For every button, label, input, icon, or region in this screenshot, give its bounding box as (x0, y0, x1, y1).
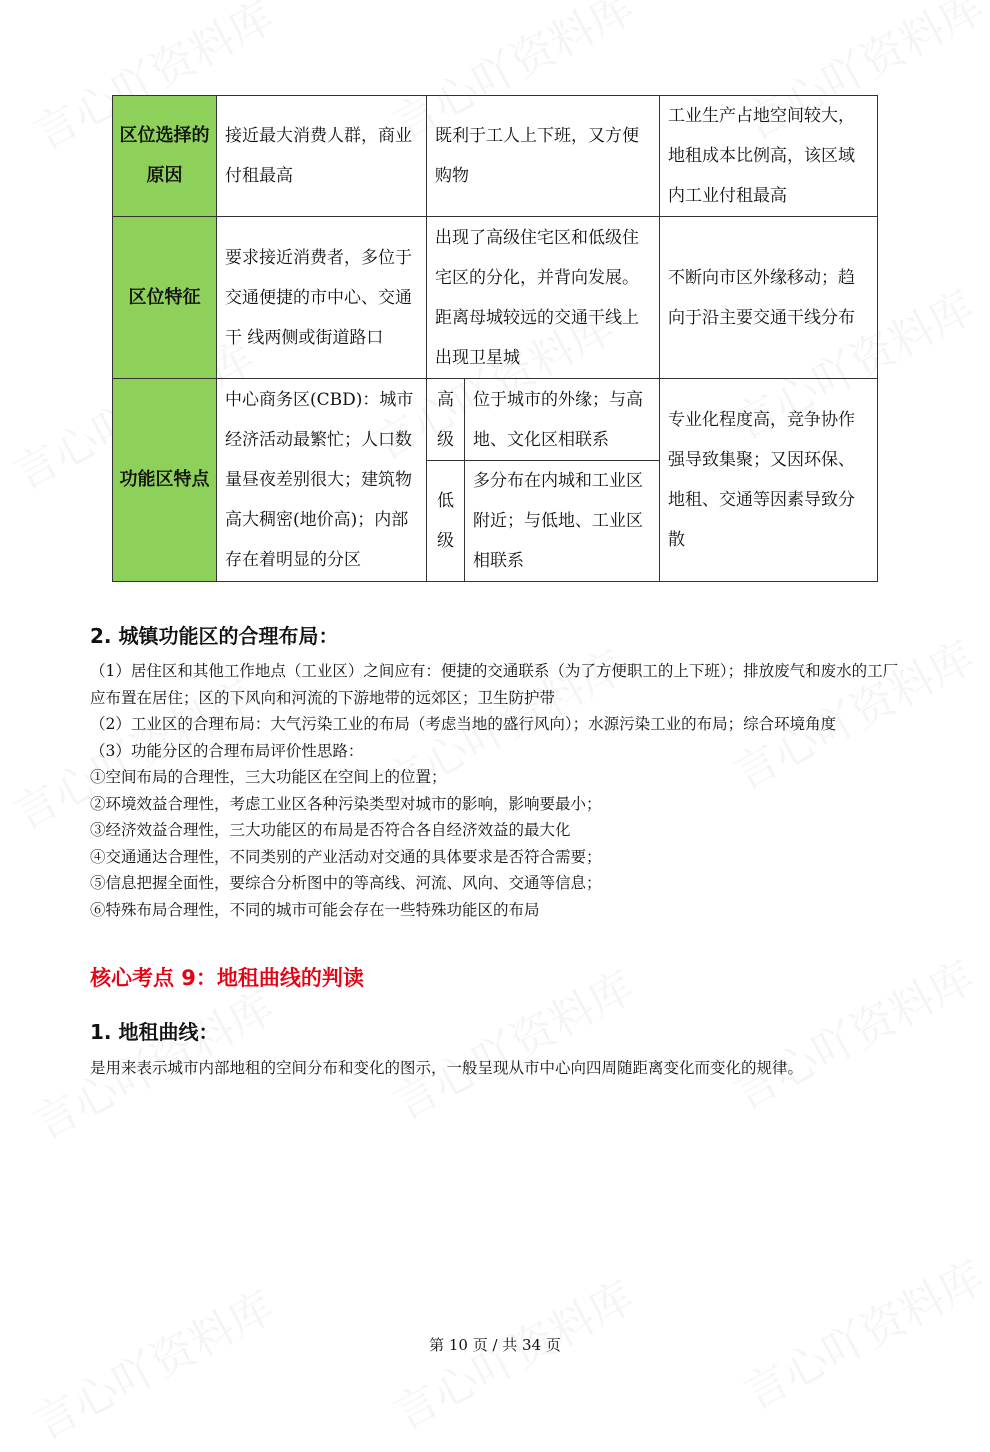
cell-text: 多分布在内城和工业区附近；与低地、工业区相联系 (473, 471, 643, 571)
commercial-cell (217, 379, 427, 582)
cell-text: 出现了高级住宅区和低级住宅区的分化，并背向发展。距离母城较远的交通干线上出现卫星城 (435, 227, 639, 368)
row-header-text: 区位特征 (128, 286, 201, 308)
cell-text: 工业生产占地空间较大，地租成本比例高，该区域内工业付租最高 (668, 106, 855, 206)
residential-high-label (427, 379, 465, 461)
list-item: ②环境效益合理性，考虑工业区各种污染类型对城市的影响，影响要最小； (90, 794, 602, 813)
commercial-cell (217, 96, 427, 217)
functional-zone-table (112, 95, 878, 582)
residential-low-label (427, 461, 465, 582)
page-number: 第 10 页 / 共 34 页 (429, 1336, 561, 1354)
cell-text: 接近最大消费人群，商业付租最高 (225, 126, 412, 186)
row-header-text: 区位选择的原因 (119, 125, 210, 186)
table-row (113, 96, 878, 217)
row-header (113, 379, 217, 582)
residential-low-cell (465, 461, 660, 582)
residential-cell (427, 96, 660, 217)
table-row (113, 217, 878, 379)
paragraph: （3）功能分区的合理布局评价性思路： (90, 741, 364, 760)
row-header-text: 功能区特点 (119, 469, 210, 490)
list-item: ⑤信息把握全面性，要综合分析图中的等高线、河流、风向、交通等信息； (90, 874, 602, 892)
residential-cell (427, 217, 660, 379)
cell-text: 中心商务区(CBD)：城市经济活动最繁忙；人口数量昼夜差别很大；建筑物高大稠密(地价高)；内部存在着明显的分区 (225, 390, 414, 570)
paragraph: （2）工业区的合理布局：大气污染工业的布局（考虑当地的盛行风向）；水源污染工业的布局；综合环境角度 (90, 715, 837, 733)
industrial-cell (660, 379, 878, 582)
residential-high-cell (465, 379, 660, 461)
paragraph: 是用来表示城市内部地租的空间分布和变化的图示，一般呈现从市中心向四周随距离变化而变化的规律。 (90, 1059, 804, 1077)
section-body (90, 658, 910, 923)
watermark (20, 1272, 283, 1452)
paragraph: （1）居住区和其他工作地点（工业区）之间应有：便捷的交通联系（为了方便职工的上下班）；排放废气和废水的工厂应布置在居住；区的下风向和河流的下游地带的远郊区；卫生防护带 (90, 662, 899, 707)
cell-text: 高级 (437, 389, 454, 450)
commercial-cell (217, 217, 427, 379)
list-item: ③经济效益合理性，三大功能区的布局是否符合各自经济效益的最大化 (90, 821, 571, 839)
cell-text: 位于城市的外缘；与高地、文化区相联系 (473, 389, 643, 450)
list-item: ①空间布局的合理性，三大功能区在空间上的位置； (90, 768, 447, 786)
section-heading: 2. 城镇功能区的合理布局： (90, 624, 339, 648)
list-item: ④交通通达合理性，不同类别的产业活动对交通的具体要求是否符合需要； (90, 847, 602, 866)
industrial-cell (660, 96, 878, 217)
table-row (113, 379, 878, 461)
cell-text: 要求接近消费者，多位于交通便捷的市中心、交通干 线两侧或街道路口 (225, 247, 412, 348)
watermark (730, 1242, 990, 1422)
row-header (113, 96, 217, 217)
industrial-cell (660, 217, 878, 379)
cell-text: 专业化程度高，竞争协作强导致集聚；又因环保、地租、交通等因素导致分散 (668, 410, 855, 550)
core-point-heading: 核心考点 9：地租曲线的判读 (90, 966, 364, 990)
section-heading: 1. 地租曲线： (90, 1020, 219, 1044)
cell-text: 既利于工人上下班，又方便购物 (435, 126, 639, 186)
list-item: ⑥特殊布局合理性，不同的城市可能会存在一些特殊功能区的布局 (90, 900, 540, 919)
cell-text: 不断向市区外缘移动；趋向于沿主要交通干线分布 (668, 267, 855, 328)
cell-text: 低级 (437, 491, 454, 551)
row-header (113, 217, 217, 379)
